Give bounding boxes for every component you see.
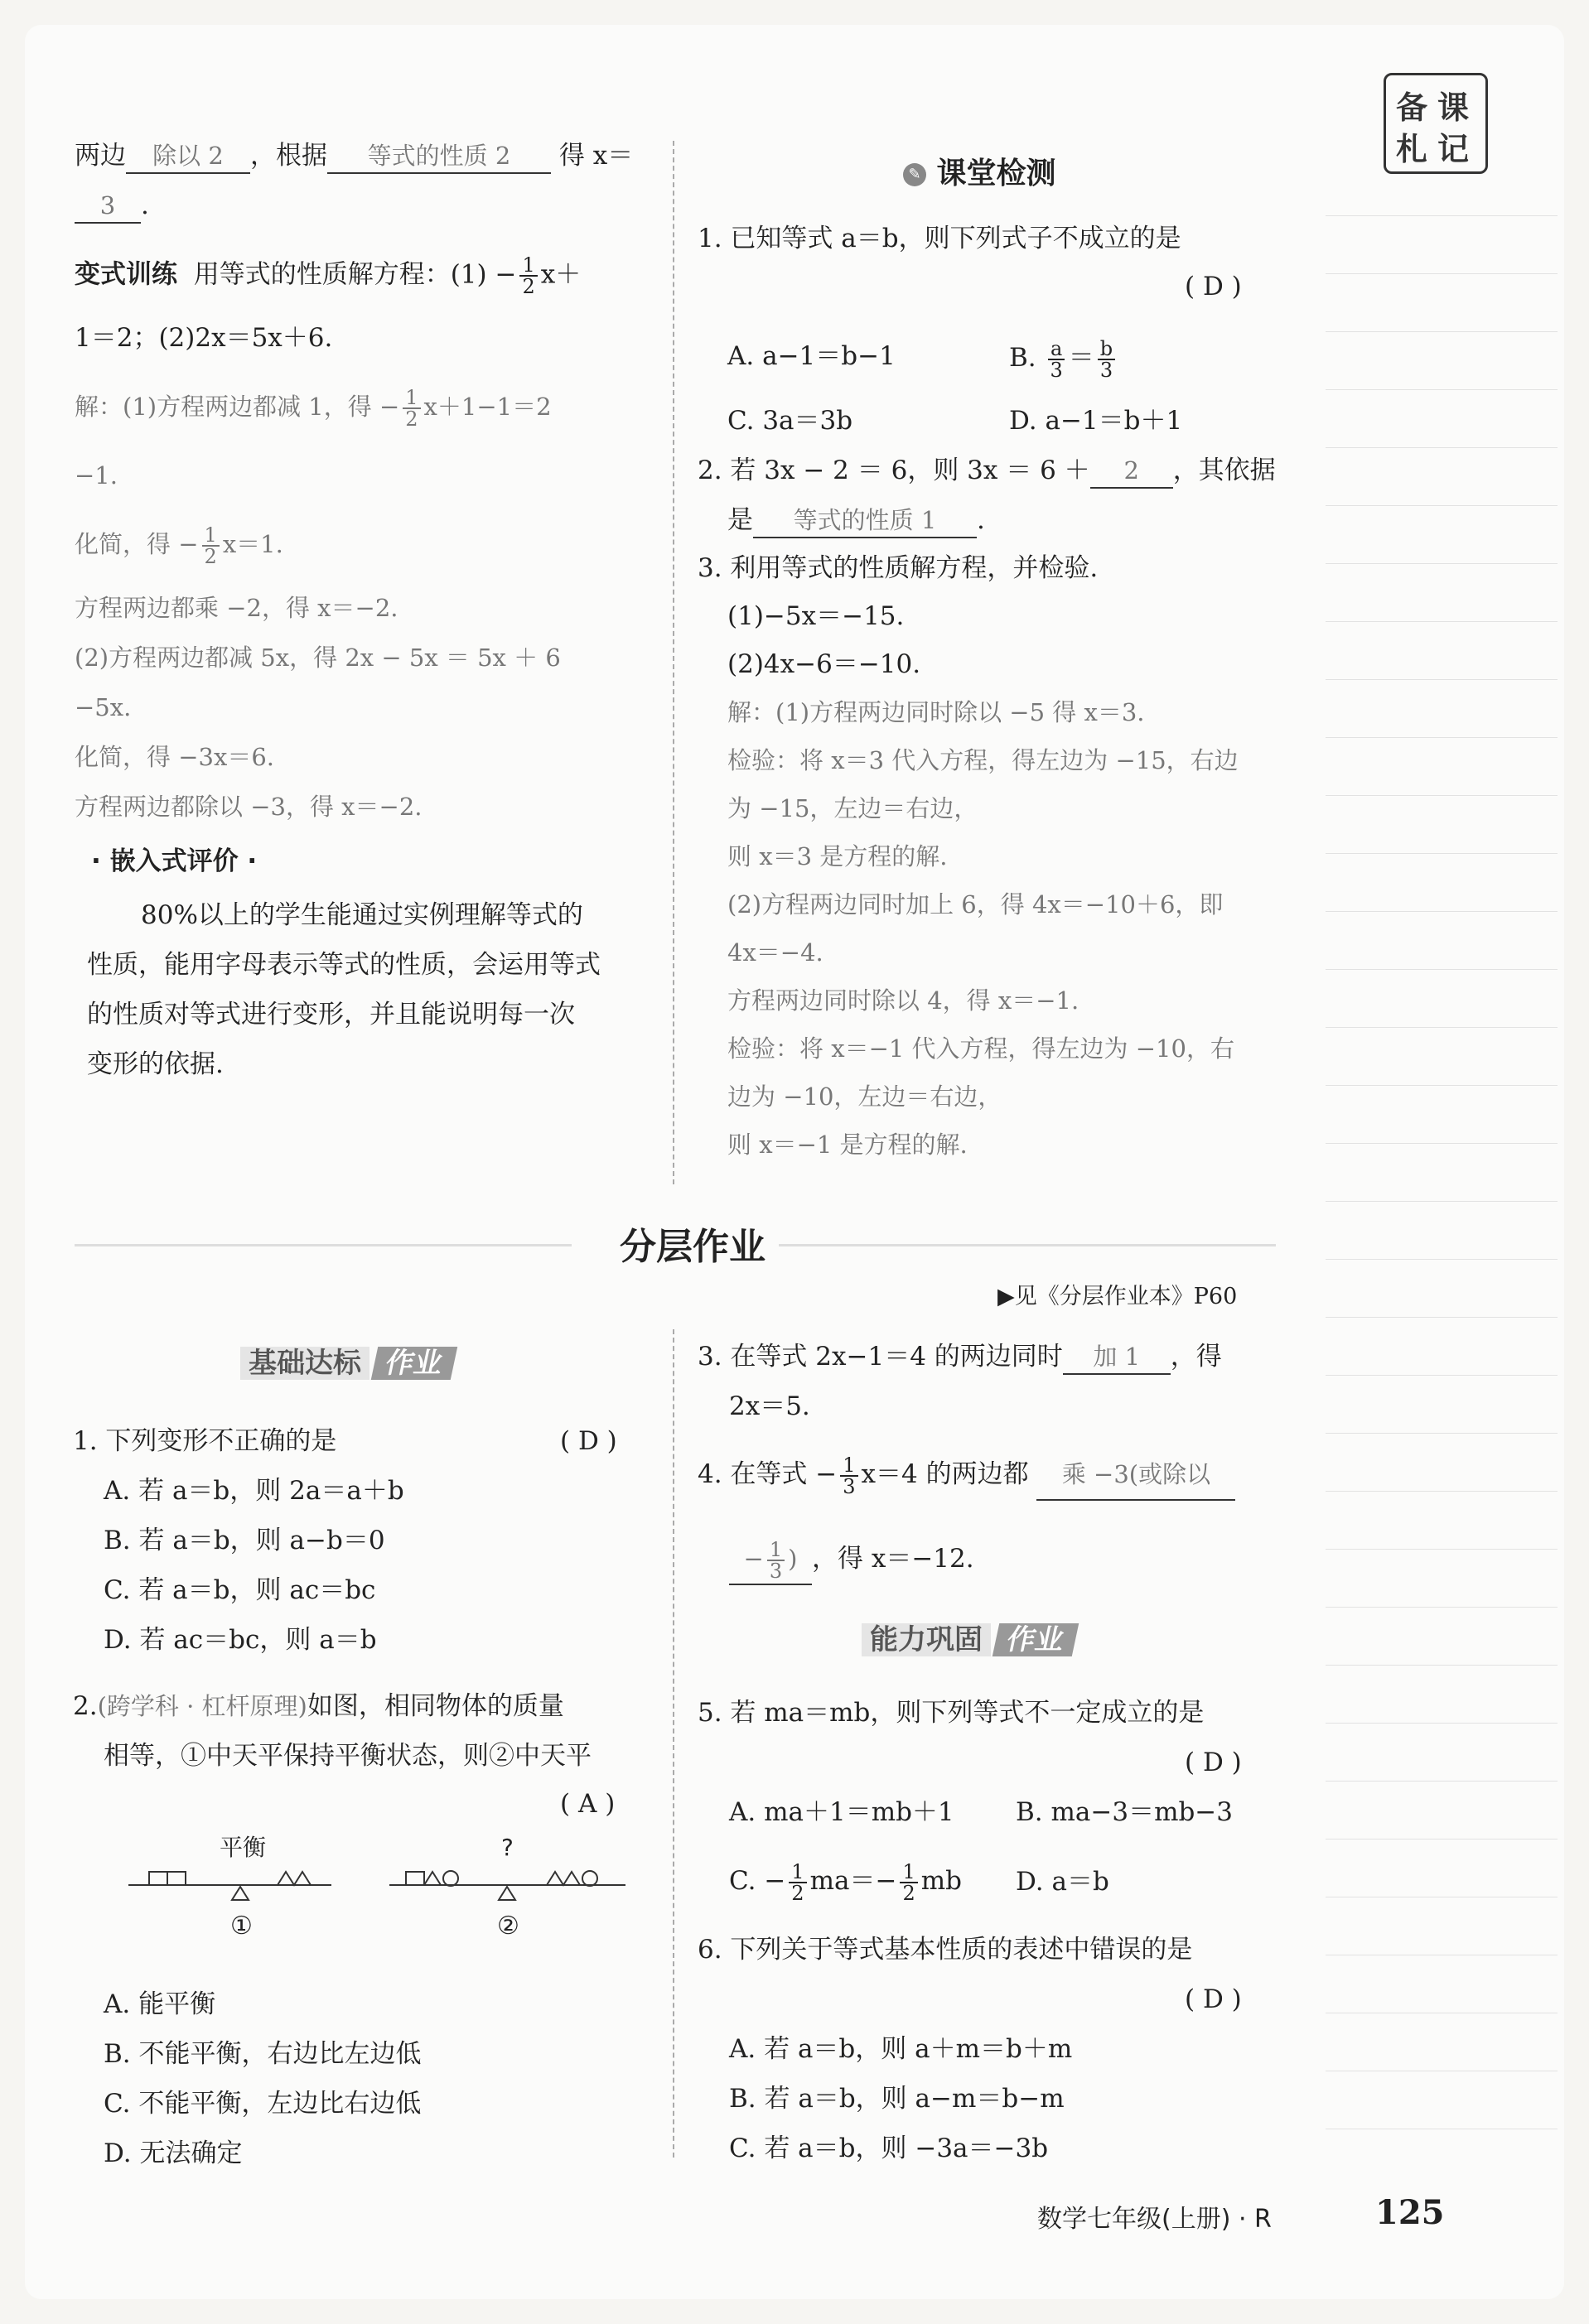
question: 5. 若 ma＝mb，则下列等式不一定成立的是: [698, 1698, 1205, 1728]
fraction: [1048, 336, 1065, 382]
option: D. a−1＝b＋1: [1009, 406, 1183, 436]
fraction: [840, 1455, 857, 1497]
solution-line: 方程两边都乘 −2，得 x＝−2.: [75, 594, 398, 622]
numerator: 1: [840, 1455, 857, 1477]
question-tag: (跨学科 · 杠杆原理): [97, 1692, 307, 1720]
column-divider: [673, 141, 674, 1184]
figure-label: 平衡: [220, 1834, 267, 1861]
solution-line: 则 x＝−1 是方程的解.: [727, 1131, 968, 1159]
blank-answer: 加 1: [1063, 1340, 1171, 1375]
solution-line: [75, 525, 283, 567]
answer-choice: ( D ): [1185, 1748, 1242, 1777]
fraction: [789, 1859, 806, 1905]
numerator: b: [1098, 339, 1115, 360]
fraction: [1098, 336, 1115, 382]
badge-char: 备: [1396, 89, 1428, 126]
fraction: [519, 255, 537, 297]
text: 2.: [73, 1691, 98, 1721]
tag-basic: [240, 1347, 454, 1381]
text: x＋: [540, 259, 582, 290]
option: A. 能平衡: [104, 1989, 216, 2019]
denominator: 2: [405, 407, 418, 431]
answer-choice: ( D ): [560, 1426, 617, 1456]
denominator: 2: [902, 1881, 915, 1905]
solution-line: 检验：将 x＝−1 代入方程，得左边为 −10，右: [727, 1034, 1234, 1063]
text: C. −: [729, 1866, 786, 1896]
numerator: 1: [767, 1540, 785, 1561]
denominator: 3: [1050, 358, 1063, 382]
section-title: [903, 157, 1056, 190]
balance-2: [389, 1871, 625, 1900]
question: 1. 已知等式 a＝b，则下列式子不成立的是: [698, 224, 1181, 253]
denominator: 2: [204, 545, 217, 568]
text: B.: [1009, 343, 1036, 373]
question: [727, 504, 985, 538]
text: 化简，得 −: [75, 530, 199, 558]
question: [729, 1534, 974, 1585]
numerator: 1: [202, 525, 220, 547]
solution-line: (2)方程两边同时加上 6，得 4x＝−10＋6，即: [727, 890, 1224, 919]
option: A. 若 a＝b，则 2a＝a＋b: [104, 1476, 404, 1506]
text: mb: [920, 1866, 962, 1896]
solution-line: 方程两边同时除以 4，得 x＝−1.: [727, 986, 1079, 1015]
text: 解：(1)方程两边都减 1，得 −: [75, 393, 400, 421]
text: −: [743, 1545, 764, 1573]
option: D. a＝b: [1016, 1867, 1109, 1897]
evaluation-text: 性质，能用字母表示等式的性质，会运用等式: [87, 950, 601, 980]
option: [729, 1852, 962, 1910]
column-divider: [673, 1329, 674, 2158]
figure-number: ②: [497, 1912, 519, 1941]
badge-char: 记: [1437, 131, 1470, 167]
evaluation-title: · 嵌入式评价 ·: [91, 846, 258, 876]
answer-line: [75, 139, 633, 174]
fraction: [900, 1859, 917, 1905]
tag-label: 作业: [371, 1347, 458, 1380]
blank-answer: 除以 2: [126, 139, 250, 174]
badge-char: 课: [1437, 89, 1470, 126]
question: 1. 下列变形不正确的是: [73, 1426, 337, 1456]
solution-line: 解：(1)方程两边同时除以 −5 得 x＝3.: [727, 698, 1145, 726]
text: 是: [727, 505, 753, 535]
balance-figure: [124, 1830, 646, 1963]
text: 得 x＝: [558, 141, 634, 171]
tag-label: 能力巩固: [862, 1623, 991, 1656]
tag-ability: [862, 1623, 1075, 1657]
badge-char: 札: [1396, 131, 1428, 167]
evaluation-text: 80%以上的学生能通过实例理解等式的: [141, 900, 583, 930]
option: C. 若 a＝b，则 −3a＝−3b: [729, 2134, 1049, 2163]
numerator: 1: [900, 1862, 917, 1883]
sub-question: (1)−5x＝−15.: [727, 601, 905, 631]
option: [1009, 325, 1118, 391]
text: ，根据: [250, 141, 327, 171]
header-rule: [75, 1244, 572, 1246]
answer-choice: ( D ): [1185, 272, 1242, 301]
option: B. ma−3＝mb−3: [1016, 1797, 1234, 1827]
option: B. 不能平衡，右边比左边低: [104, 2039, 422, 2069]
text: 3. 在等式 2x−1＝4 的两边同时: [698, 1342, 1063, 1372]
text: x＝4 的两边都: [861, 1459, 1029, 1489]
question: 相等，①中天平保持平衡状态，则②中天平: [104, 1741, 592, 1771]
solution-line: 4x＝−4.: [727, 938, 823, 967]
solution-line: −5x.: [75, 693, 132, 721]
blank-answer: 等式的性质 1: [753, 504, 977, 538]
blank-answer: 3: [75, 189, 141, 224]
tag-label: 作业: [993, 1623, 1079, 1656]
text: ，其依据: [1172, 456, 1276, 485]
denominator: 2: [791, 1881, 804, 1905]
denominator: 3: [1099, 358, 1113, 382]
evaluation-text: 的性质对等式进行变形，并且能说明每一次: [87, 1000, 575, 1029]
question: [73, 1690, 564, 1723]
sub-question: (2)4x−6＝−10.: [727, 649, 921, 679]
book-title: 数学七年级(上册) · R: [1037, 2205, 1272, 2234]
solution-line: 化简，得 −3x＝6.: [75, 743, 274, 771]
text: 用等式的性质解方程：(1) −: [193, 259, 517, 290]
numerator: a: [1048, 339, 1065, 360]
balance-diagram: [124, 1830, 646, 1963]
blank-answer: 等式的性质 2: [327, 139, 551, 174]
text: x＝1.: [222, 530, 283, 558]
text: ＝: [1068, 343, 1094, 373]
tag-label: 基础达标: [240, 1347, 369, 1380]
blank-answer: 2: [1090, 454, 1173, 489]
denominator: 3: [769, 1560, 783, 1583]
fraction: [767, 1540, 785, 1581]
blank-answer: 乘 −3(或除以: [1036, 1449, 1235, 1501]
answer-choice: ( A ): [560, 1789, 616, 1819]
solution-line: [75, 388, 552, 429]
text: ): [788, 1545, 798, 1573]
question: [698, 454, 1276, 489]
question: [698, 1340, 1222, 1375]
option: D. 若 ac＝bc，则 a＝b: [104, 1625, 377, 1655]
text: ，得: [1170, 1342, 1222, 1372]
variant-exercise: [75, 255, 581, 297]
option: C. 若 a＝b，则 ac＝bc: [104, 1575, 376, 1605]
reference-link: ▶见《分层作业本》P60: [997, 1284, 1238, 1309]
figure-number: ①: [230, 1912, 253, 1941]
solution-line: (2)方程两边都减 5x，得 2x − 5x ＝ 5x ＋ 6: [75, 644, 561, 672]
option: D. 无法确定: [104, 2138, 243, 2168]
solution-line: 边为 −10，左边＝右边，: [727, 1082, 1002, 1111]
solution-line: 方程两边都除以 −3，得 x＝−2.: [75, 793, 423, 821]
question: 3. 利用等式的性质解方程，并检验.: [698, 553, 1099, 583]
numerator: 1: [403, 388, 420, 409]
solution-line: 则 x＝3 是方程的解.: [727, 842, 948, 870]
option: C. 3a＝3b: [727, 406, 853, 436]
answer-choice: ( D ): [1185, 1984, 1242, 2014]
denominator: 3: [843, 1474, 856, 1498]
check-icon: ✎: [903, 163, 926, 186]
denominator: 2: [522, 275, 535, 298]
text: ，得 x＝−12.: [812, 1544, 974, 1574]
numerator: 1: [519, 255, 537, 277]
section-title-text: 课堂检测: [936, 157, 1056, 190]
option: A. ma＋1＝mb＋1: [729, 1797, 954, 1827]
option: B. 若 a＝b，则 a−m＝b−m: [729, 2084, 1065, 2114]
text: 2. 若 3x − 2 ＝ 6，则 3x ＝ 6 ＋: [698, 456, 1090, 485]
text: 两边: [75, 141, 126, 171]
blank-answer: [729, 1534, 812, 1585]
text: 1＝2；(2)2x＝5x＋6.: [75, 323, 333, 353]
fraction: [202, 525, 220, 567]
page-number: 125: [1375, 2193, 1445, 2232]
option: A. 若 a＝b，则 a＋m＝b＋m: [729, 2034, 1073, 2064]
text: x＋1−1＝2: [423, 393, 552, 421]
evaluation-text: 变形的依据.: [87, 1049, 224, 1079]
numerator: 1: [789, 1862, 806, 1883]
text: 如图，相同物体的质量: [307, 1691, 564, 1721]
option: A. a−1＝b−1: [727, 341, 896, 371]
question: [698, 1449, 1235, 1501]
answer-line: [75, 189, 149, 224]
solution-line: 检验：将 x＝3 代入方程，得左边为 −15，右边: [727, 746, 1239, 774]
solution-line: −1.: [75, 461, 118, 489]
question: 6. 下列关于等式基本性质的表述中错误的是: [698, 1935, 1193, 1965]
text: ma＝−: [809, 1866, 897, 1896]
text: 4. 在等式 −: [698, 1459, 838, 1489]
fraction: [403, 388, 420, 429]
solution-line: 为 −15，左边＝右边，: [727, 794, 978, 822]
option: B. 若 a＝b，则 a−b＝0: [104, 1526, 385, 1555]
question: 2x＝5.: [729, 1391, 810, 1421]
notes-badge: [1384, 73, 1488, 174]
header-rule: [779, 1244, 1276, 1246]
text: .: [977, 505, 985, 535]
section-title: 分层作业: [620, 1226, 766, 1268]
text: .: [141, 190, 149, 220]
figure-label: ?: [501, 1834, 514, 1861]
balance-1: [128, 1872, 331, 1900]
option: C. 不能平衡，左边比右边低: [104, 2089, 422, 2119]
exercise-label: 变式训练: [75, 259, 177, 290]
